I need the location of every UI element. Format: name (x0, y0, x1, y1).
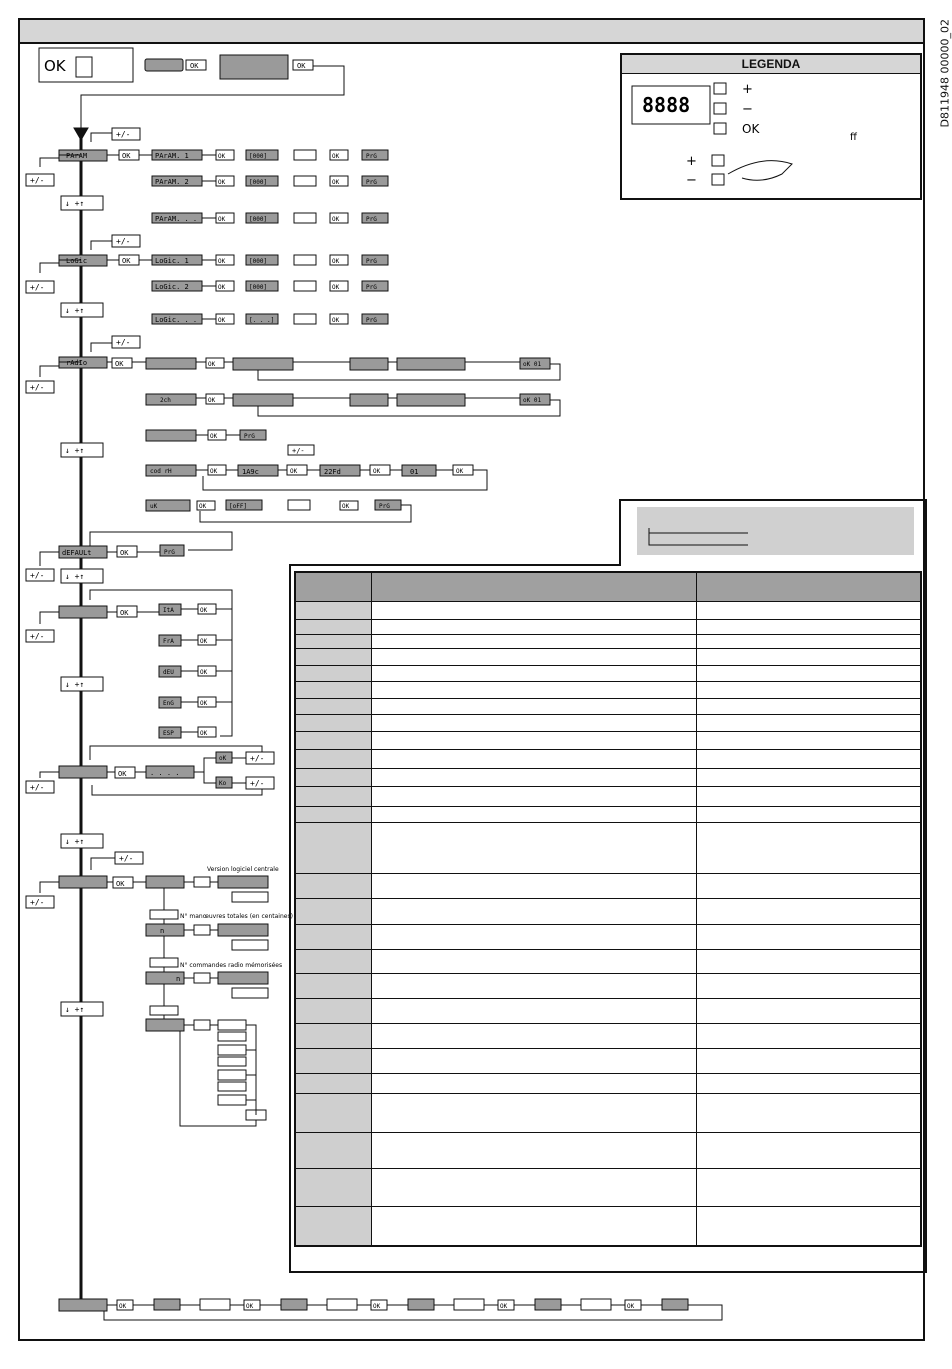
svg-text:OK: OK (290, 468, 298, 475)
svg-text:OK: OK (297, 62, 306, 70)
svg-text:+/-: +/- (30, 571, 45, 580)
svg-text:uK: uK (150, 503, 158, 510)
svg-text:OK: OK (218, 153, 226, 160)
parameter-table (294, 571, 922, 1247)
svg-text:oK 01: oK 01 (523, 397, 542, 404)
svg-text:PArAM. 2: PArAM. 2 (155, 178, 189, 186)
svg-text:n: n (160, 927, 165, 935)
svg-text:EnG: EnG (163, 700, 174, 707)
svg-text:PrG: PrG (366, 153, 377, 160)
svg-text:OK: OK (200, 638, 208, 645)
svg-text:n: n (176, 975, 181, 983)
svg-text:↓ +↑: ↓ +↑ (65, 199, 85, 208)
svg-text:[000]: [000] (249, 179, 268, 186)
plus-button-icon (712, 155, 724, 166)
svg-text:OK: OK (627, 1303, 635, 1310)
svg-text:oK: oK (219, 755, 227, 762)
svg-text:[. . .]: [. . .] (249, 317, 275, 324)
svg-text:+: + (742, 82, 753, 97)
svg-text:+/-: +/- (30, 783, 45, 792)
svg-text:+/-: +/- (116, 237, 131, 246)
legend-title: LEGENDA (622, 55, 920, 74)
svg-text:rAdIo: rAdIo (66, 359, 88, 367)
svg-text:PrG: PrG (244, 433, 255, 440)
svg-text:oK 01: oK 01 (523, 361, 542, 368)
svg-text:Ko: Ko (219, 780, 227, 787)
svg-text:[000]: [000] (249, 258, 268, 265)
svg-text:dEU: dEU (163, 669, 174, 676)
svg-text:OK: OK (200, 700, 208, 707)
svg-text:↓ +↑: ↓ +↑ (65, 446, 85, 455)
document-code: D811948 00000_02 (938, 19, 952, 128)
svg-text:OK: OK (200, 607, 208, 614)
svg-text:1A9c: 1A9c (242, 468, 259, 476)
svg-text:+/-: +/- (250, 754, 265, 763)
svg-text:+: + (686, 154, 697, 169)
svg-text:OK: OK (119, 1303, 127, 1310)
svg-text:PArAM. . .: PArAM. . . (155, 215, 198, 223)
svg-text:+/-: +/- (119, 854, 134, 863)
svg-text:FrA: FrA (163, 638, 174, 645)
svg-text:OK: OK (218, 179, 226, 186)
svg-text:−: − (742, 102, 753, 117)
display-digits: 8888 (642, 93, 691, 117)
svg-text:LoGic. . .: LoGic. . . (155, 316, 198, 324)
svg-text:PrG: PrG (366, 179, 377, 186)
svg-text:↓ +↑: ↓ +↑ (65, 837, 85, 846)
svg-text:N° commandes radio mémorisées: N° commandes radio mémorisées (180, 962, 283, 969)
svg-text:−: − (686, 173, 697, 188)
svg-text:PrG: PrG (366, 317, 377, 324)
menu-autotest (26, 746, 274, 795)
svg-text:[oFF]: [oFF] (229, 503, 248, 510)
svg-text:22Fd: 22Fd (324, 468, 341, 476)
svg-text:OK: OK (373, 1303, 381, 1310)
svg-text:PArAM. 1: PArAM. 1 (155, 152, 189, 160)
svg-text:2ch: 2ch (160, 397, 171, 404)
svg-text:OK: OK (218, 216, 226, 223)
minus-key-icon (714, 103, 726, 114)
svg-text:OK: OK (342, 503, 350, 510)
svg-text:OK: OK (118, 770, 127, 778)
svg-text:N° manœuvres totales (en centa: N° manœuvres totales (en centaines) (180, 913, 293, 920)
svg-text:+/-: +/- (30, 632, 45, 641)
svg-text:+/-: +/- (292, 447, 305, 455)
legend-box (620, 53, 922, 200)
svg-text:OK: OK (332, 284, 340, 291)
menu-default (26, 532, 232, 583)
svg-text:OK: OK (500, 1303, 508, 1310)
svg-text:OK: OK (190, 62, 199, 70)
menu-radio (26, 336, 560, 522)
svg-text:OK: OK (208, 397, 216, 404)
svg-text:OK: OK (122, 257, 131, 265)
svg-text:[000]: [000] (249, 216, 268, 223)
svg-text:LoGic. 1: LoGic. 1 (155, 257, 189, 265)
svg-text:OK: OK (218, 317, 226, 324)
svg-text:OK: OK (332, 317, 340, 324)
svg-text:+/-: +/- (116, 338, 131, 347)
svg-text:↓ +↑: ↓ +↑ (65, 306, 85, 315)
svg-text:OK: OK (218, 258, 226, 265)
svg-text:+/-: +/- (30, 283, 45, 292)
svg-text:dEFAULt: dEFAULt (62, 549, 92, 557)
bottom-sequence (59, 1299, 722, 1320)
svg-text:OK: OK (120, 609, 129, 617)
menu-language (26, 590, 232, 738)
svg-text:OK: OK (200, 669, 208, 676)
ok-key-icon (714, 123, 726, 134)
svg-text:OK: OK (208, 361, 216, 368)
finger-press-icon (728, 161, 792, 181)
svg-text:LoGic. 2: LoGic. 2 (155, 283, 189, 291)
svg-text:OK: OK (210, 433, 218, 440)
svg-text:PArAM: PArAM (66, 152, 88, 160)
hand-press-icon (76, 57, 92, 77)
svg-text:OK: OK (332, 258, 340, 265)
svg-text:OK: OK (742, 122, 760, 136)
svg-text:OK: OK (218, 284, 226, 291)
svg-text:↓ +↑: ↓ +↑ (65, 1005, 85, 1014)
svg-text:ff: ff (850, 132, 857, 143)
svg-text:+/-: +/- (250, 779, 265, 788)
svg-text:OK: OK (332, 153, 340, 160)
svg-text:[000]: [000] (249, 284, 268, 291)
svg-text:. . . .: . . . . (150, 769, 180, 777)
svg-text:+/-: +/- (30, 898, 45, 907)
svg-text:cod rH: cod rH (150, 468, 172, 475)
svg-text:PrG: PrG (379, 503, 390, 510)
svg-text:OK: OK (200, 730, 208, 737)
svg-text:PrG: PrG (366, 284, 377, 291)
svg-text:↓ +↑: ↓ +↑ (65, 572, 85, 581)
svg-text:01: 01 (410, 468, 419, 476)
svg-text:PrG: PrG (366, 258, 377, 265)
svg-text:OK: OK (246, 1303, 254, 1310)
svg-text:OK: OK (332, 216, 340, 223)
svg-text:ESP: ESP (163, 730, 174, 737)
svg-text:LoGic: LoGic (66, 257, 88, 265)
svg-text:OK: OK (120, 549, 129, 557)
svg-text:PrG: PrG (366, 216, 377, 223)
svg-text:ItA: ItA (163, 607, 174, 614)
svg-text:PrG: PrG (164, 549, 175, 556)
svg-text:OK: OK (456, 468, 464, 475)
svg-text:[000]: [000] (249, 153, 268, 160)
ok-label: OK (44, 57, 66, 75)
svg-text:OK: OK (332, 179, 340, 186)
minus-button-icon (712, 174, 724, 185)
plus-key-icon (714, 83, 726, 94)
svg-text:OK: OK (210, 468, 218, 475)
menu-stats (26, 834, 293, 1126)
svg-text:OK: OK (116, 880, 125, 888)
svg-text:+/-: +/- (30, 176, 45, 185)
svg-text:OK: OK (373, 468, 381, 475)
svg-text:OK: OK (122, 152, 131, 160)
start-sequence (39, 48, 313, 82)
svg-text:↓ +↑: ↓ +↑ (65, 680, 85, 689)
svg-text:Version logiciel centrale: Version logiciel centrale (207, 866, 279, 873)
svg-text:+/-: +/- (30, 383, 45, 392)
svg-text:OK: OK (199, 503, 207, 510)
svg-text:+/-: +/- (116, 130, 131, 139)
svg-text:OK: OK (115, 360, 124, 368)
